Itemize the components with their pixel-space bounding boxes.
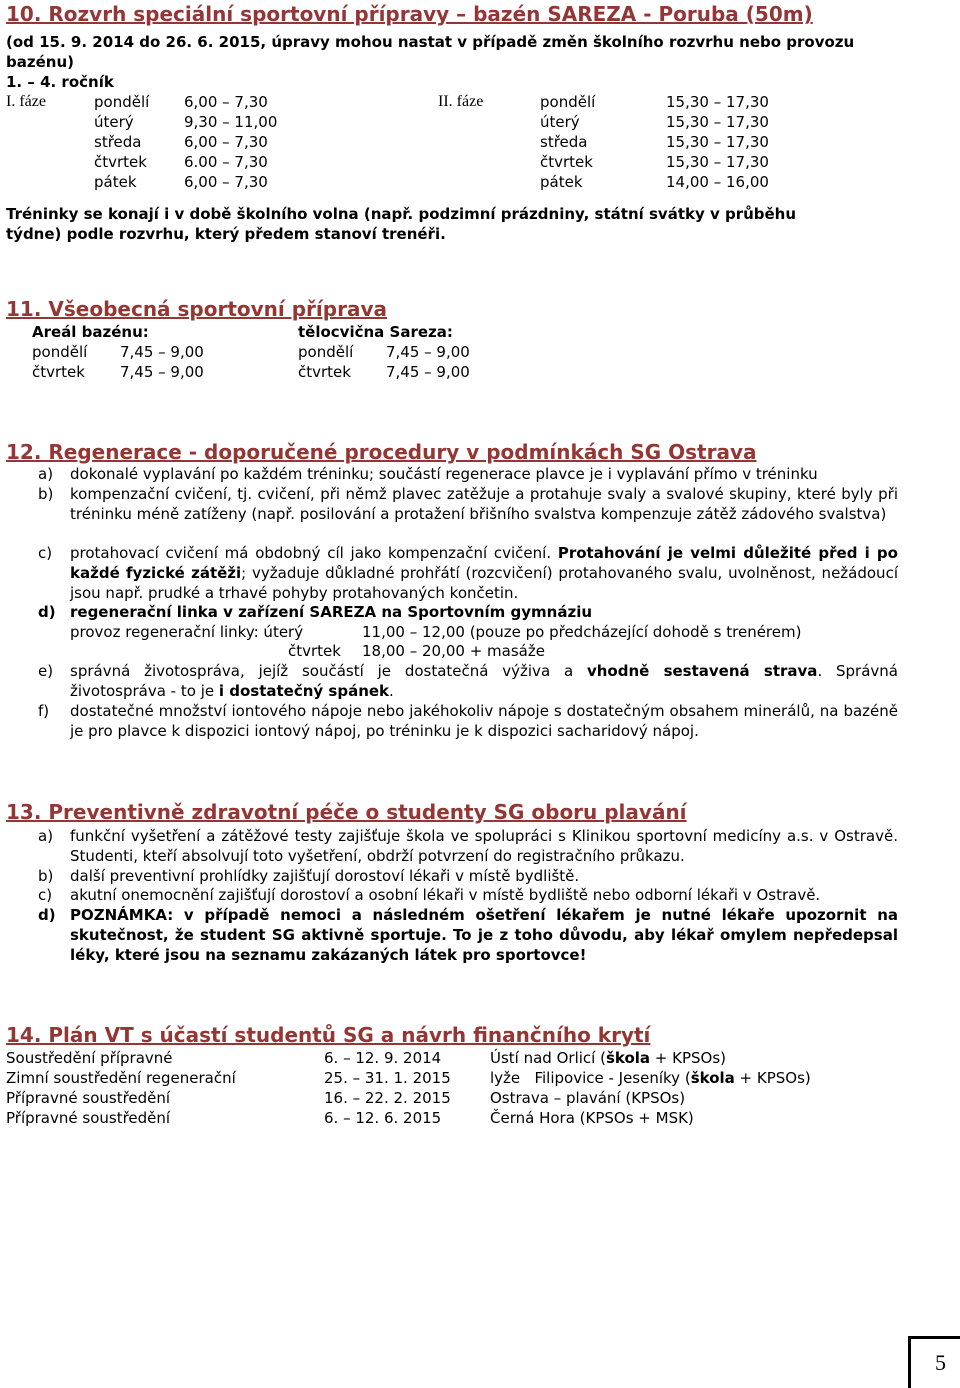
camp-name: Přípravné soustředění: [6, 1109, 171, 1127]
camp-name: Přípravné soustředění: [6, 1089, 171, 1107]
list-item-a: dokonalé vyplavání po každém tréninku; součástí regenerace plavce je i vyplavání přímo v tréninku: [70, 465, 818, 483]
time: 6,00 – 7,30: [184, 133, 268, 151]
gym-day: čtvrtek: [298, 363, 351, 381]
place-text-end: + KPSOs): [650, 1049, 727, 1067]
training-note-cont: týdne) podle rozvrhu, který předem stanoví trenéři.: [6, 225, 446, 243]
place-school: škola: [690, 1069, 735, 1087]
camp-date: 16. – 22. 2. 2015: [324, 1089, 451, 1107]
e-emphasis-2: i dostatečný spánek: [218, 682, 390, 700]
item-marker: c): [38, 886, 53, 904]
camp-name: Soustředění přípravné: [6, 1049, 173, 1067]
day: pátek: [94, 173, 137, 191]
time: 15,30 – 17,30: [666, 113, 769, 131]
time: 15,30 – 17,30: [666, 93, 769, 111]
time: 6.00 – 7,30: [184, 153, 268, 171]
section-14-title: 14. Plán VT s účastí studentů SG a návrh finančního krytí: [6, 1023, 651, 1047]
pool-time: 7,45 – 9,00: [120, 343, 204, 361]
item-marker: d): [38, 906, 56, 924]
care-item-b: další preventivní prohlídky zajišťují dorostoví lékaři v místě bydliště.: [70, 867, 580, 885]
grade-label: 1. – 4. ročník: [6, 73, 114, 91]
page-number-box: [908, 1336, 960, 1388]
item-marker: b): [38, 485, 54, 503]
phase-1-label: I. fáze: [6, 93, 46, 110]
camp-date: 6. – 12. 6. 2015: [324, 1109, 442, 1127]
time: 9,30 – 11,00: [184, 113, 278, 131]
place-text: Ústí nad Orlicí (: [490, 1049, 606, 1067]
list-item-b: kompenzační cvičení, tj. cvičení, při němž plavec zatěžuje a protahuje svaly a svalové skupiny, které byly při tréninku méně zatíženy (např. posilování a protažení břišního svalstva kompenzuje zátěž zádového svalstva): [70, 485, 898, 523]
item-marker: b): [38, 867, 54, 885]
camp-place: Ostrava – plavání (KPSOs): [490, 1089, 686, 1107]
time: 6,00 – 7,30: [184, 173, 268, 191]
section-11-title: 11. Všeobecná sportovní příprava: [6, 297, 387, 321]
pool-day: čtvrtek: [32, 363, 85, 381]
gym-time: 7,45 – 9,00: [386, 363, 470, 381]
item-marker: c): [38, 544, 53, 562]
section-12-title: 12. Regenerace - doporučené procedury v podmínkách SG Ostrava: [6, 440, 757, 464]
day: pondělí: [540, 93, 596, 111]
section-13-title: 13. Preventivně zdravotní péče o studenty SG oboru plavání: [6, 800, 687, 824]
item-marker: f): [38, 702, 50, 720]
camp-place: Černá Hora (KPSOs + MSK): [490, 1109, 694, 1127]
care-item-d: POZNÁMKA: v případě nemoci a následném ošetření lékařem je nutné lékaře upozornit na skutečnost, že student SG aktivně sportuje. To je z toho důvodu, aby lékař omylem nepředepsal léky, které jsou na seznamu zakázaných látek pro sportovce!: [70, 906, 898, 964]
item-marker: a): [38, 465, 54, 483]
time: 14,00 – 16,00: [666, 173, 769, 191]
phase-2-label: II. fáze: [438, 93, 484, 110]
c-emphasis: Protahování je velmi důležité před i po každé fyzické zátěži: [70, 544, 898, 582]
pool-time: 7,45 – 9,00: [120, 363, 204, 381]
page-number: 5: [935, 1350, 946, 1375]
e-emphasis: vhodně sestavená strava: [586, 662, 818, 680]
camp-place: [490, 1068, 811, 1088]
training-note: Tréninky se konají i v době školního volna (např. podzimní prázdniny, státní svátky v průběhu: [6, 205, 797, 223]
time: 6,00 – 7,30: [184, 93, 268, 111]
time: 15,30 – 17,30: [666, 153, 769, 171]
regen-thursday: čtvrtek: [288, 642, 341, 660]
regen-tuesday-time: 11,00 – 12,00 (pouze po předcházející dohodě s trenérem): [362, 623, 802, 641]
c-text: protahovací cvičení má obdobný cíl jako kompenzační cvičení.: [70, 544, 552, 562]
day: středa: [94, 133, 142, 151]
day: pondělí: [94, 93, 150, 111]
day: úterý: [94, 113, 134, 131]
place-school: škola: [605, 1049, 651, 1067]
section-10-subtitle-cont: bazénu): [6, 53, 74, 71]
regen-thursday-time: 18,00 – 20,00 + masáže: [362, 642, 545, 660]
c-text-cont: ; vyžaduje důkladné prohřátí (rozcvičení) protahovaného svalu, uvolněnost, nežádoucí jsou např. prudké a trhavé pohyby protahovaných končetin.: [70, 564, 898, 602]
list-item-e: [70, 661, 898, 701]
time: 15,30 – 17,30: [666, 133, 769, 151]
care-item-c: akutní onemocnění zajišťují dorostoví a osobní lékaři v místě bydliště nebo odborní lékaři v Ostravě.: [70, 886, 821, 904]
pool-day: pondělí: [32, 343, 88, 361]
day: čtvrtek: [540, 153, 593, 171]
list-item-d: regenerační linka v zařízení SAREZA na Sportovním gymnáziu: [70, 603, 593, 621]
camp-place: [490, 1048, 726, 1068]
gym-time: 7,45 – 9,00: [386, 343, 470, 361]
item-marker: d): [38, 603, 56, 621]
list-item-c: [70, 543, 898, 603]
gym-heading: tělocvična Sareza:: [298, 323, 453, 341]
e-text: správná životospráva, jejíž součástí je dostatečná výživa a: [70, 662, 574, 680]
camp-name: Zimní soustředění regenerační: [6, 1069, 236, 1087]
list-item-f: dostatečné množství iontového nápoje nebo jakéhokoliv nápoje s dostatečným obsahem minerálů, na bazéně je pro plavce k dispozici iontový nápoj, po tréninku je k dispozici sacharidový nápoj.: [70, 702, 898, 740]
place-text: lyže Filipovice - Jeseníky (: [490, 1069, 691, 1087]
item-marker: a): [38, 827, 54, 845]
gym-day: pondělí: [298, 343, 354, 361]
pool-heading: Areál bazénu:: [32, 323, 149, 341]
day: pátek: [540, 173, 583, 191]
place-text-end: + KPSOs): [734, 1069, 811, 1087]
section-10-subtitle: (od 15. 9. 2014 do 26. 6. 2015, úpravy mohou nastat v případě změn školního rozvrhu nebo provozu: [6, 33, 855, 51]
day: čtvrtek: [94, 153, 147, 171]
care-item-a: funkční vyšetření a zátěžové testy zajišťuje škola ve spolupráci s Klinikou sportovní medicíny a.s. v Ostravě. Studenti, kteří absolvují toto vyšetření, obdrží potvrzení do registračního průkazu.: [70, 827, 898, 865]
camp-date: 6. – 12. 9. 2014: [324, 1049, 442, 1067]
e-text-cont: . Správná životospráva - to je: [70, 662, 898, 700]
item-marker: e): [38, 662, 54, 680]
day: úterý: [540, 113, 580, 131]
e-end: .: [389, 682, 394, 700]
day: středa: [540, 133, 588, 151]
section-10-title: 10. Rozvrh speciální sportovní přípravy – bazén SAREZA - Poruba (50m): [6, 2, 813, 26]
regen-line-label: provoz regenerační linky: úterý: [70, 623, 304, 641]
camp-date: 25. – 31. 1. 2015: [324, 1069, 451, 1087]
